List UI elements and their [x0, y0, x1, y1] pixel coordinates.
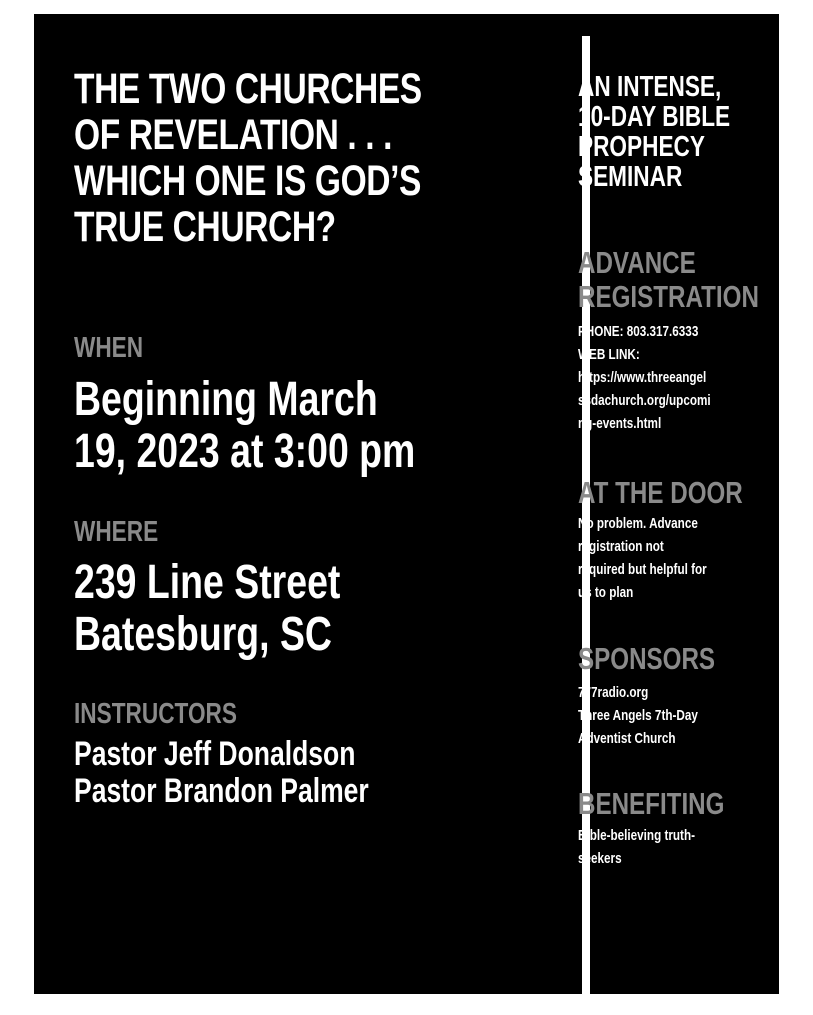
door-line: No problem. Advance — [578, 515, 698, 532]
sponsor-line: 777radio.org — [578, 684, 649, 701]
sponsor-line: Three Angels 7th-Day — [578, 707, 698, 724]
benefiting-label: BENEFITING — [578, 786, 725, 821]
when-line: Beginning March — [74, 373, 378, 426]
seminar-line: PROPHECY — [578, 131, 705, 163]
web-link-line: ssdachurch.org/upcomi — [578, 392, 711, 409]
seminar-line: SEMINAR — [578, 161, 683, 193]
instructor-name: Pastor Brandon Palmer — [74, 772, 369, 810]
web-link-label: WEB LINK: — [578, 346, 640, 363]
advance-registration-text — [578, 320, 711, 435]
seminar-line: 10-DAY BIBLE — [578, 101, 731, 133]
when-label: WHEN — [74, 332, 144, 364]
where-line: 239 Line Street — [74, 556, 341, 609]
phone-line: PHONE: 803.317.6333 — [578, 323, 699, 340]
instructors-value — [74, 736, 369, 810]
where-line: Batesburg, SC — [74, 608, 332, 661]
sponsor-line: Adventist Church — [578, 730, 676, 747]
sponsors-label: SPONSORS — [578, 641, 716, 676]
seminar-line: AN INTENSE, — [578, 71, 722, 103]
where-value — [74, 557, 340, 661]
flyer-poster — [34, 14, 779, 994]
benefiting-line: seekers — [578, 850, 622, 867]
title-line: THE TWO CHURCHES — [74, 65, 422, 113]
when-value — [74, 374, 415, 478]
web-link-line: ng-events.html — [578, 415, 662, 432]
instructor-name: Pastor Jeff Donaldson — [74, 735, 356, 773]
title-line: OF REVELATION . . . — [74, 111, 393, 159]
flyer-title — [74, 66, 422, 250]
at-the-door-label: AT THE DOOR — [578, 475, 743, 510]
where-label: WHERE — [74, 516, 159, 548]
seminar-heading — [578, 72, 730, 192]
title-line: WHICH ONE IS GOD’S — [74, 157, 422, 205]
sponsors-text — [578, 681, 698, 750]
instructors-label: INSTRUCTORS — [74, 698, 237, 730]
registration-label-line: REGISTRATION — [578, 279, 759, 314]
door-line: us to plan — [578, 584, 634, 601]
benefiting-text — [578, 824, 695, 870]
benefiting-line: Bible-believing truth- — [578, 827, 695, 844]
advance-registration-label — [578, 246, 759, 314]
title-line: TRUE CHURCH? — [74, 203, 336, 251]
door-line: registration not — [578, 538, 664, 555]
registration-label-line: ADVANCE — [578, 245, 696, 280]
when-line: 19, 2023 at 3:00 pm — [74, 425, 416, 478]
at-the-door-text — [578, 512, 707, 604]
door-line: required but helpful for — [578, 561, 707, 578]
web-link-line: https://www.threeangel — [578, 369, 707, 386]
